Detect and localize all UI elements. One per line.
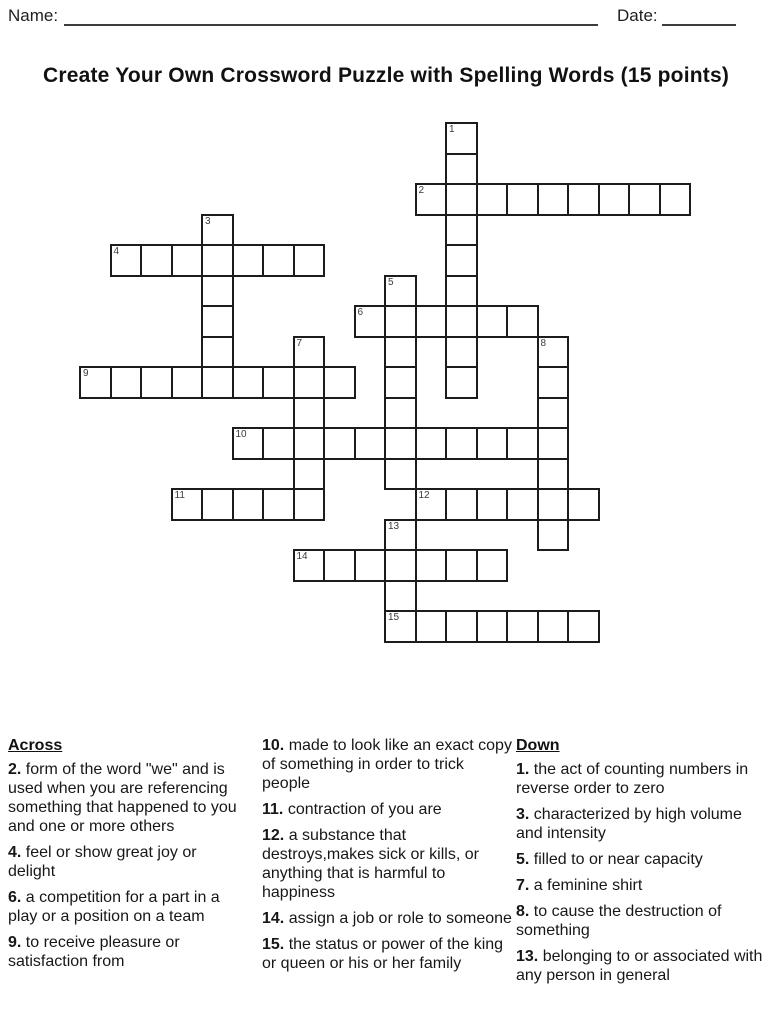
grid-cell[interactable]	[537, 336, 570, 369]
page-title: Create Your Own Crossword Puzzle with Spelling Words (15 points)	[42, 64, 730, 87]
grid-cell[interactable]	[567, 183, 600, 216]
clue-text: a competition for a part in a play or a position on a team	[8, 889, 220, 925]
cell-number: 3	[205, 215, 211, 227]
grid-cell[interactable]	[384, 275, 417, 308]
grid-cell[interactable]	[354, 549, 387, 582]
clue-number: 9.	[8, 934, 22, 951]
clue-number: 14.	[262, 910, 285, 927]
clue-number: 1.	[516, 761, 530, 778]
clues-column-down	[516, 736, 768, 992]
grid-cell[interactable]	[537, 397, 570, 430]
grid-cell[interactable]	[476, 305, 509, 338]
grid-cell[interactable]	[598, 183, 631, 216]
grid-cell[interactable]	[476, 488, 509, 521]
clue-text: a feminine shirt	[533, 877, 643, 894]
grid-cell[interactable]	[323, 366, 356, 399]
clue-text: belonging to or associated with any person in general	[516, 948, 763, 984]
grid-cell[interactable]	[445, 427, 478, 460]
clue-text: characterized by high volume and intensity	[516, 806, 742, 842]
clue-5-down	[516, 850, 768, 869]
grid-cell[interactable]	[415, 610, 448, 643]
grid-cell[interactable]	[293, 488, 326, 521]
clue-3-down	[516, 805, 768, 843]
grid-cell[interactable]	[384, 397, 417, 430]
grid-cell[interactable]	[354, 427, 387, 460]
grid-cell[interactable]	[110, 366, 143, 399]
grid-cell[interactable]	[201, 275, 234, 308]
grid-cell[interactable]	[171, 488, 204, 521]
grid-cell[interactable]	[537, 183, 570, 216]
grid-cell[interactable]	[445, 610, 478, 643]
grid-cell[interactable]	[323, 427, 356, 460]
clue-text: filled to or near capacity	[533, 851, 703, 868]
grid-cell[interactable]	[476, 427, 509, 460]
grid-cell[interactable]	[262, 244, 295, 277]
grid-cell[interactable]	[537, 519, 570, 552]
clue-7-down	[516, 876, 768, 895]
grid-cell[interactable]	[415, 488, 448, 521]
grid-cell[interactable]	[171, 244, 204, 277]
clues-column-across-1	[8, 736, 244, 978]
grid-cell[interactable]	[415, 183, 448, 216]
clue-number: 8.	[516, 903, 530, 920]
grid-cell[interactable]	[476, 549, 509, 582]
cell-number: 10	[235, 429, 247, 440]
clue-text: to cause the destruction of something	[516, 903, 722, 939]
grid-cell[interactable]	[628, 183, 661, 216]
grid-cell[interactable]	[445, 366, 478, 399]
grid-cell[interactable]	[110, 244, 143, 277]
grid-cell[interactable]	[354, 305, 387, 338]
grid-cell[interactable]	[506, 183, 539, 216]
grid-cell[interactable]	[537, 427, 570, 460]
clue-9-across	[8, 933, 244, 971]
grid-cell[interactable]	[384, 427, 417, 460]
clue-number: 12.	[262, 827, 285, 844]
name-write-line	[64, 2, 598, 26]
cell-number: 1	[449, 124, 455, 135]
grid-cell[interactable]	[201, 244, 234, 277]
grid-cell[interactable]	[415, 427, 448, 460]
grid-cell[interactable]	[506, 427, 539, 460]
grid-cell[interactable]	[384, 336, 417, 369]
grid-cell[interactable]	[445, 305, 478, 338]
clue-text: the act of counting numbers in reverse order to zero	[516, 761, 749, 797]
clue-number: 10.	[262, 737, 285, 754]
grid-cell[interactable]	[384, 305, 417, 338]
clue-6-across	[8, 888, 244, 926]
clue-10-across	[262, 736, 512, 793]
grid-cell[interactable]	[506, 610, 539, 643]
clue-text: feel or show great joy or delight	[8, 844, 197, 880]
grid-cell[interactable]	[140, 366, 173, 399]
grid-cell[interactable]	[415, 305, 448, 338]
grid-cell[interactable]	[445, 183, 478, 216]
clue-1-down	[516, 760, 768, 798]
grid-cell[interactable]	[537, 610, 570, 643]
grid-cell[interactable]	[293, 458, 326, 491]
date-label: Date:	[617, 6, 658, 25]
grid-cell[interactable]	[537, 458, 570, 491]
cell-number: 5	[388, 276, 394, 288]
date-write-line	[662, 2, 736, 26]
clue-text: contraction of you are	[287, 801, 442, 818]
grid-cell[interactable]	[232, 366, 265, 399]
grid-cell[interactable]	[232, 244, 265, 277]
clue-text: form of the word "we" and is used when you are referencing something that happened to you and one or more others	[8, 761, 237, 835]
cell-number: 7	[296, 337, 303, 349]
cell-number: 6	[357, 307, 364, 318]
grid-cell[interactable]	[384, 519, 417, 552]
grid-cell[interactable]	[445, 153, 478, 186]
grid-cell[interactable]	[415, 549, 448, 582]
clue-list-heading: Across	[8, 737, 63, 754]
clue-number: 6.	[8, 889, 22, 906]
grid-cell[interactable]	[323, 549, 356, 582]
grid-cell[interactable]	[476, 183, 509, 216]
cell-number: 15	[388, 612, 400, 623]
grid-cell[interactable]	[201, 305, 234, 338]
grid-cell[interactable]	[293, 397, 326, 430]
grid-cell[interactable]	[445, 214, 478, 247]
clue-number: 11.	[262, 801, 284, 818]
clues-column-across-2	[262, 736, 512, 980]
clue-12-across	[262, 826, 512, 902]
grid-cell[interactable]	[384, 458, 417, 491]
clue-number: 15.	[262, 936, 285, 953]
clue-4-across	[8, 843, 244, 881]
grid-cell[interactable]	[201, 488, 234, 521]
cell-number: 4	[113, 246, 120, 257]
clue-number: 4.	[8, 844, 22, 861]
grid-cell[interactable]	[506, 488, 539, 521]
grid-cell[interactable]	[445, 122, 478, 155]
grid-cell[interactable]	[79, 366, 112, 399]
grid-cell[interactable]	[262, 366, 295, 399]
cell-number: 12	[418, 490, 430, 501]
clue-number: 3.	[516, 806, 530, 823]
name-label: Name:	[8, 6, 59, 25]
grid-cell[interactable]	[232, 488, 265, 521]
cell-number: 14	[296, 551, 308, 562]
clue-text: a substance that destroys,makes sick or kills, or anything that is harmful to happiness	[262, 827, 479, 901]
grid-cell[interactable]	[445, 244, 478, 277]
grid-cell[interactable]	[293, 336, 326, 369]
grid-cell[interactable]	[384, 366, 417, 399]
grid-cell[interactable]	[171, 366, 204, 399]
clue-number: 13.	[516, 948, 539, 965]
grid-cell[interactable]	[506, 305, 539, 338]
grid-cell[interactable]	[445, 275, 478, 308]
grid-cell[interactable]	[262, 427, 295, 460]
grid-cell[interactable]	[140, 244, 173, 277]
grid-cell[interactable]	[384, 580, 417, 613]
grid-cell[interactable]	[537, 366, 570, 399]
grid-cell[interactable]	[567, 488, 600, 521]
clue-number: 2.	[8, 761, 22, 778]
grid-cell[interactable]	[445, 488, 478, 521]
cell-number: 13	[388, 520, 400, 532]
clue-2-across	[8, 760, 244, 836]
grid-cell[interactable]	[384, 610, 417, 643]
grid-cell[interactable]	[293, 427, 326, 460]
grid-cell[interactable]	[476, 610, 509, 643]
clue-8-down	[516, 902, 768, 940]
grid-cell[interactable]	[537, 488, 570, 521]
grid-cell[interactable]	[293, 244, 326, 277]
clue-15-across	[262, 935, 512, 973]
grid-cell[interactable]	[293, 366, 326, 399]
clue-text: the status or power of the king or queen or his or her family	[262, 936, 504, 972]
grid-cell[interactable]	[293, 549, 326, 582]
cell-number: 8	[540, 337, 547, 349]
grid-cell[interactable]	[201, 366, 234, 399]
grid-cell[interactable]	[201, 336, 234, 369]
grid-cell[interactable]	[445, 336, 478, 369]
clue-number: 7.	[516, 877, 530, 894]
clue-list-heading: Down	[516, 737, 560, 754]
grid-cell[interactable]	[659, 183, 692, 216]
clue-13-down	[516, 947, 768, 985]
grid-cell[interactable]	[445, 549, 478, 582]
grid-cell[interactable]	[232, 427, 265, 460]
clue-text: assign a job or role to someone	[288, 910, 512, 927]
cell-number: 2	[418, 185, 425, 196]
cell-number: 9	[83, 368, 89, 379]
cell-number: 11	[174, 490, 185, 501]
clue-text: to receive pleasure or satisfaction from	[8, 934, 180, 970]
grid-cell[interactable]	[201, 214, 234, 247]
grid-cell[interactable]	[262, 488, 295, 521]
clue-14-across	[262, 909, 512, 928]
clue-11-across	[262, 800, 512, 819]
clue-text: made to look like an exact copy of something in order to trick people	[262, 737, 512, 792]
clue-number: 5.	[516, 851, 530, 868]
grid-cell[interactable]	[384, 549, 417, 582]
grid-cell[interactable]	[567, 610, 600, 643]
